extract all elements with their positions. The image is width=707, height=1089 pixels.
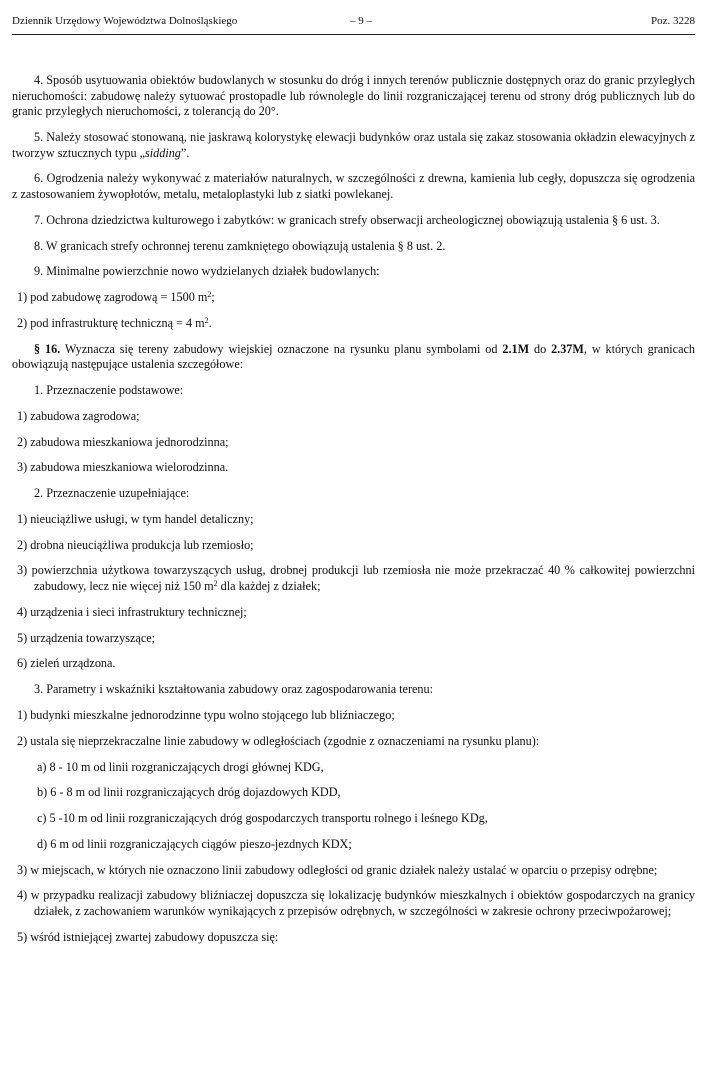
list-item: 2) drobna nieuciążliwa produkcja lub rzemiosło; [17,537,254,552]
list-item: 1) budynki mieszkalne jednorodzinne typu wolno stojącego lub bliźniaczego; [17,707,395,722]
paragraph-4: 4. Sposób usytuowania obiektów budowlanych w stosunku do dróg i innych terenów publicznie dostępnych oraz do granic przyległych nieruchomości: zabudowę należy sytuować prostopadle lub równolegle do linii rozgraniczającej terenu od strony dróg publicznych lub do granic przyległych nieruchomości, z tolerancją do 20°. [12,73,695,119]
header-rule [12,34,695,35]
list-item: 3) zabudowa mieszkaniowa wielorodzinna. [17,460,229,475]
list-item: 2) pod infrastrukturę techniczną = 4 $m^2$. [17,315,212,330]
sub-list-item: d) 6 m od linii rozgraniczających ciągów pieszo-jezdnych KDX; [37,836,352,851]
section-16: § 16. Wyznacza się tereny zabudowy wiejskiej oznaczone na rysunku planu symbolami od 2.1M do 2.37M, w których granicach obowiązują następujące ustalenia szczegółowe: [12,341,696,372]
paragraph-9: 9. Minimalne powierzchnie nowo wydzielanych działek budowlanych: [34,264,380,279]
position-number: Poz. 3228 [651,15,695,27]
list-item: 4) w przypadku realizacji zabudowy bliźniaczej dopuszcza się lokalizację budynków mieszkalnych i obiektów gospodarczych na granicy działek, z zachowaniem warunków wynikających z przepisów odrębnych, w szczególności w zakresie ochrony przeciwpożarowej; [17,888,695,919]
list-item: 5) urządzenia towarzyszące; [17,630,156,645]
subsection-heading: 3. Parametry i wskaźniki kształtowania zabudowy oraz zagospodarowania terenu: [34,682,433,697]
subsection-heading: 2. Przeznaczenie uzupełniające: [34,486,190,501]
list-item: 3) powierzchnia użytkowa towarzyszących usług, drobnej produkcji lub rzemiosła nie może przekraczać 40 % całkowitej powierzchni zabudowy, lecz nie więcej niż 150 $m^2$ dla każdej z działek; [17,563,695,594]
sub-list-item: b) 6 - 8 m od linii rozgraniczających dróg dojazdowych KDD, [37,785,341,800]
emphasized-term: sidding [145,145,181,160]
paragraph-6: 6. Ogrodzenia należy wykonywać z materiałów naturalnych, w szczególności z drewna, kamienia lub cegły, dopuszcza się ogrodzenia z zastosowaniem żywopłotów, metalu, metaloplastyki lub z siatki powlekanej. [12,171,695,201]
subsection-heading: 1. Przeznaczenie podstawowe: [34,383,184,397]
list-item: 6) zieleń urządzona. [17,656,116,671]
running-header [12,14,695,30]
list-item: 2) ustala się nieprzekraczalne linie zabudowy w odległościach (zgodnie z oznaczeniami na rysunku planu): [17,733,540,748]
list-item: 1) zabudowa zagrodowa; [17,408,140,423]
paragraph-8: 8. W granicach strefy ochronnej terenu zamkniętego obowiązują ustalenia § 8 ust. 2. [34,238,446,253]
list-item: 5) wśród istniejącej zwartej zabudowy dopuszcza się: [17,929,279,944]
journal-title: Dziennik Urzędowy Województwa Dolnośląskiego [12,15,238,27]
sub-list-item: c) 5 -10 m od linii rozgraniczających dróg gospodarczych transportu rolnego i leśnego KDg, [37,811,488,826]
sub-list-item: a) 8 - 10 m od linii rozgraniczających drogi głównej KDG, [37,759,324,774]
list-item: 1) pod zabudowę zagrodową = 1500 $m^2$; [17,290,215,305]
section-mark: § 16. [34,341,61,356]
list-item: 3) w miejscach, w których nie oznaczono linii zabudowy odległości od granic działek należy ustalać w oparciu o przepisy odrębne; [17,862,658,877]
page-number: – 9 – [350,15,372,27]
list-item: 1) nieuciążliwe usługi, w tym handel detaliczny; [17,511,254,526]
list-item: 4) urządzenia i sieci infrastruktury technicznej; [17,604,247,619]
list-item: 2) zabudowa mieszkaniowa jednorodzinna; [17,434,229,449]
paragraph-7: 7. Ochrona dziedzictwa kulturowego i zabytków: w granicach strefy obserwacji archeologicznej obowiązują ustalenia § 6 ust. 3. [34,212,660,227]
document-body [12,73,695,945]
paragraph-5: 5. Należy stosować stonowaną, nie jaskrawą kolorystykę elewacji budynków oraz ustala się zakaz stosowania okładzin elewacyjnych z tworzyw sztucznych typu „sidding”. [12,129,695,160]
